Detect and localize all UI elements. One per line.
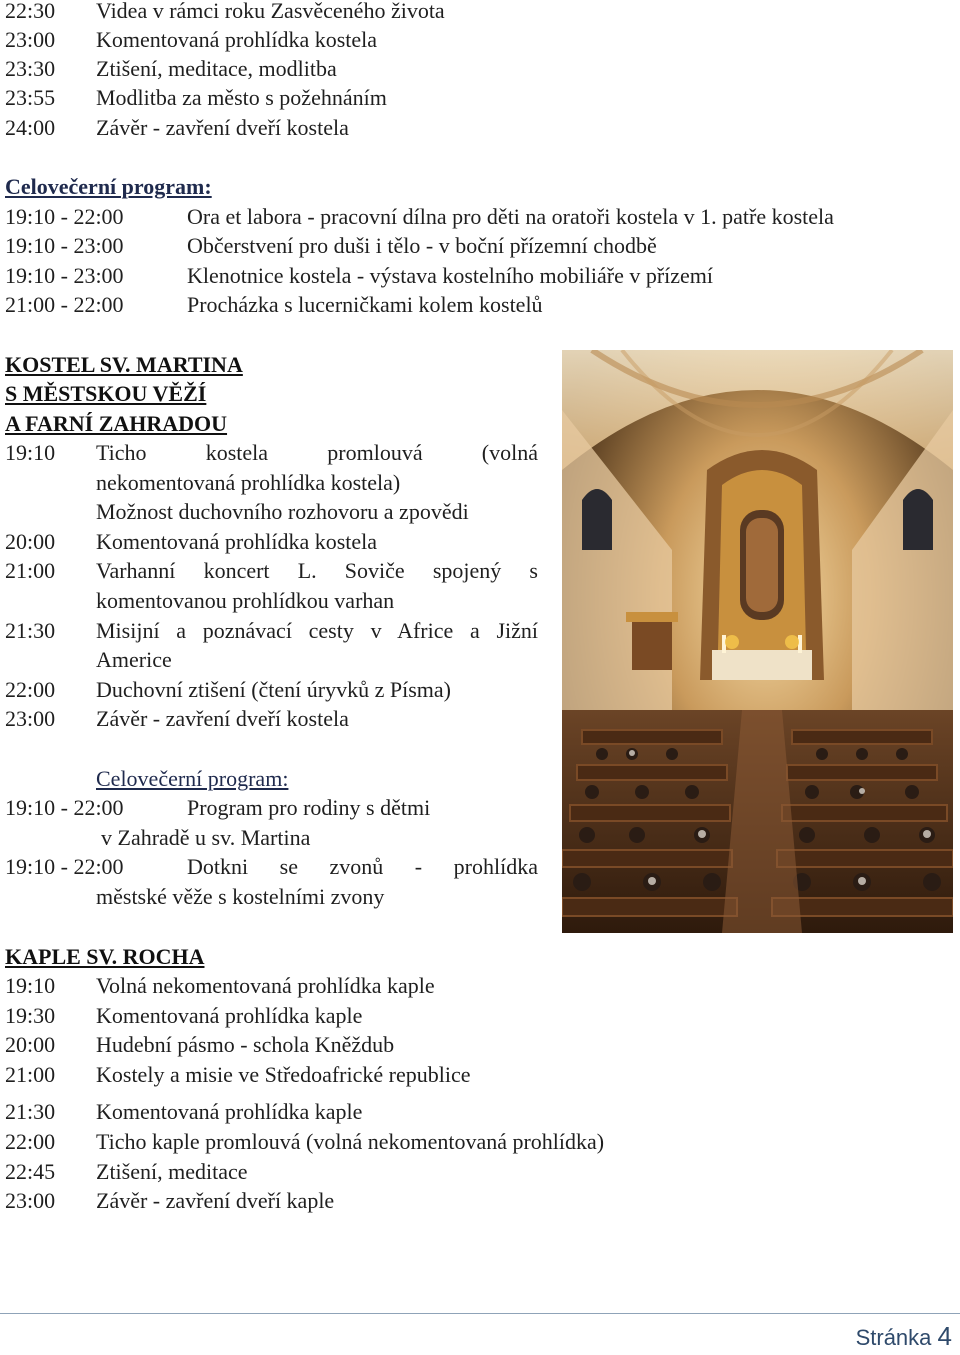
church-interior-photo	[562, 350, 953, 933]
event-text: Modlitba za město s požehnáním	[96, 85, 387, 110]
event-text: městské věže s kostelními zvony	[96, 884, 385, 909]
event-text: Komentovaná prohlídka kaple	[96, 1099, 363, 1124]
event-text: Misijní a poznávací cesty v Africe a Jižní	[96, 618, 538, 643]
time: 19:10	[5, 440, 56, 465]
time: 21:30	[5, 1099, 56, 1124]
time: 22:30	[5, 0, 56, 23]
event-text: Komentovaná prohlídka kaple	[96, 1003, 363, 1028]
page-number: 4	[937, 1321, 952, 1351]
event-text: Program pro rodiny s dětmi	[187, 795, 431, 820]
event-text: Dotkni se zvonů - prohlídka	[187, 854, 538, 879]
time-range: 21:00 - 22:00	[5, 292, 124, 317]
time: 19:10	[5, 973, 56, 998]
section-heading: S MĚSTSKOU VĚŽÍ	[5, 381, 207, 406]
event-text: Procházka s lucerničkami kolem kostelů	[187, 292, 543, 317]
time: 20:00	[5, 1032, 56, 1057]
time-range: 19:10 - 22:00	[5, 854, 124, 879]
event-text: Duchovní ztišení (čtení úryvků z Písma)	[96, 677, 451, 702]
event-text: Volná nekomentovaná prohlídka kaple	[96, 973, 435, 998]
time: 23:00	[5, 706, 56, 731]
page-footer	[856, 1322, 952, 1353]
time-range: 19:10 - 23:00	[5, 233, 124, 258]
time: 23:30	[5, 56, 56, 81]
event-text: Varhanní koncert L. Soviče spojený s	[96, 558, 538, 583]
event-text: Americe	[96, 647, 172, 672]
event-text: Závěr - zavření dveří kaple	[96, 1188, 335, 1213]
time-range: 19:10 - 23:00	[5, 263, 124, 288]
event-text: Klenotnice kostela - výstava kostelního mobiliáře v přízemí	[187, 263, 714, 288]
event-text: Občerstvení pro duši i tělo - v boční přízemní chodbě	[187, 233, 657, 258]
time: 21:00	[5, 558, 56, 583]
time: 22:45	[5, 1159, 56, 1184]
time-range: 19:10 - 22:00	[5, 795, 124, 820]
time: 22:00	[5, 677, 56, 702]
event-text: Ztišení, meditace, modlitba	[96, 56, 337, 81]
time: 21:00	[5, 1062, 56, 1087]
event-text: Závěr - zavření dveří kostela	[96, 706, 349, 731]
event-text: Komentovaná prohlídka kostela	[96, 529, 378, 554]
time: 22:00	[5, 1129, 56, 1154]
time: 20:00	[5, 529, 56, 554]
event-text: Hudební pásmo - schola Kněždub	[96, 1032, 395, 1057]
time: 23:55	[5, 85, 56, 110]
event-text: komentovanou prohlídkou varhan	[96, 588, 395, 613]
time: 21:30	[5, 618, 56, 643]
section-heading: KAPLE SV. ROCHA	[5, 944, 205, 969]
event-text: nekomentovaná prohlídka kostela)	[96, 470, 401, 495]
time: 19:30	[5, 1003, 56, 1028]
section-heading: KOSTEL SV. MARTINA	[5, 352, 243, 377]
time: 23:00	[5, 1188, 56, 1213]
time: 24:00	[5, 115, 56, 140]
time-range: 19:10 - 22:00	[5, 204, 124, 229]
event-text: Videa v rámci roku Zasvěceného života	[96, 0, 445, 23]
event-text: Závěr - zavření dveří kostela	[96, 115, 349, 140]
event-text: Kostely a misie ve Středoafrické republice	[96, 1062, 471, 1087]
evening-program-heading: Celovečerní program:	[96, 766, 289, 791]
event-text: Ztišení, meditace	[96, 1159, 248, 1184]
event-text: Komentovaná prohlídka kostela	[96, 27, 378, 52]
event-text: v Zahradě u sv. Martina	[101, 825, 311, 850]
time: 23:00	[5, 27, 56, 52]
event-text: Ticho kostela promlouvá (volná	[96, 440, 538, 465]
evening-program-heading: Celovečerní program:	[5, 174, 212, 199]
page-label: Stránka	[855, 1325, 932, 1350]
event-text: Možnost duchovního rozhovoru a zpovědi	[96, 499, 469, 524]
event-text: Ticho kaple promlouvá (volná nekomentovaná prohlídka)	[96, 1129, 605, 1154]
footer-divider	[0, 1313, 960, 1314]
event-text: Ora et labora - pracovní dílna pro děti na oratoři kostela v 1. patře kostela	[187, 204, 834, 229]
section-heading: A FARNÍ ZAHRADOU	[5, 411, 228, 436]
